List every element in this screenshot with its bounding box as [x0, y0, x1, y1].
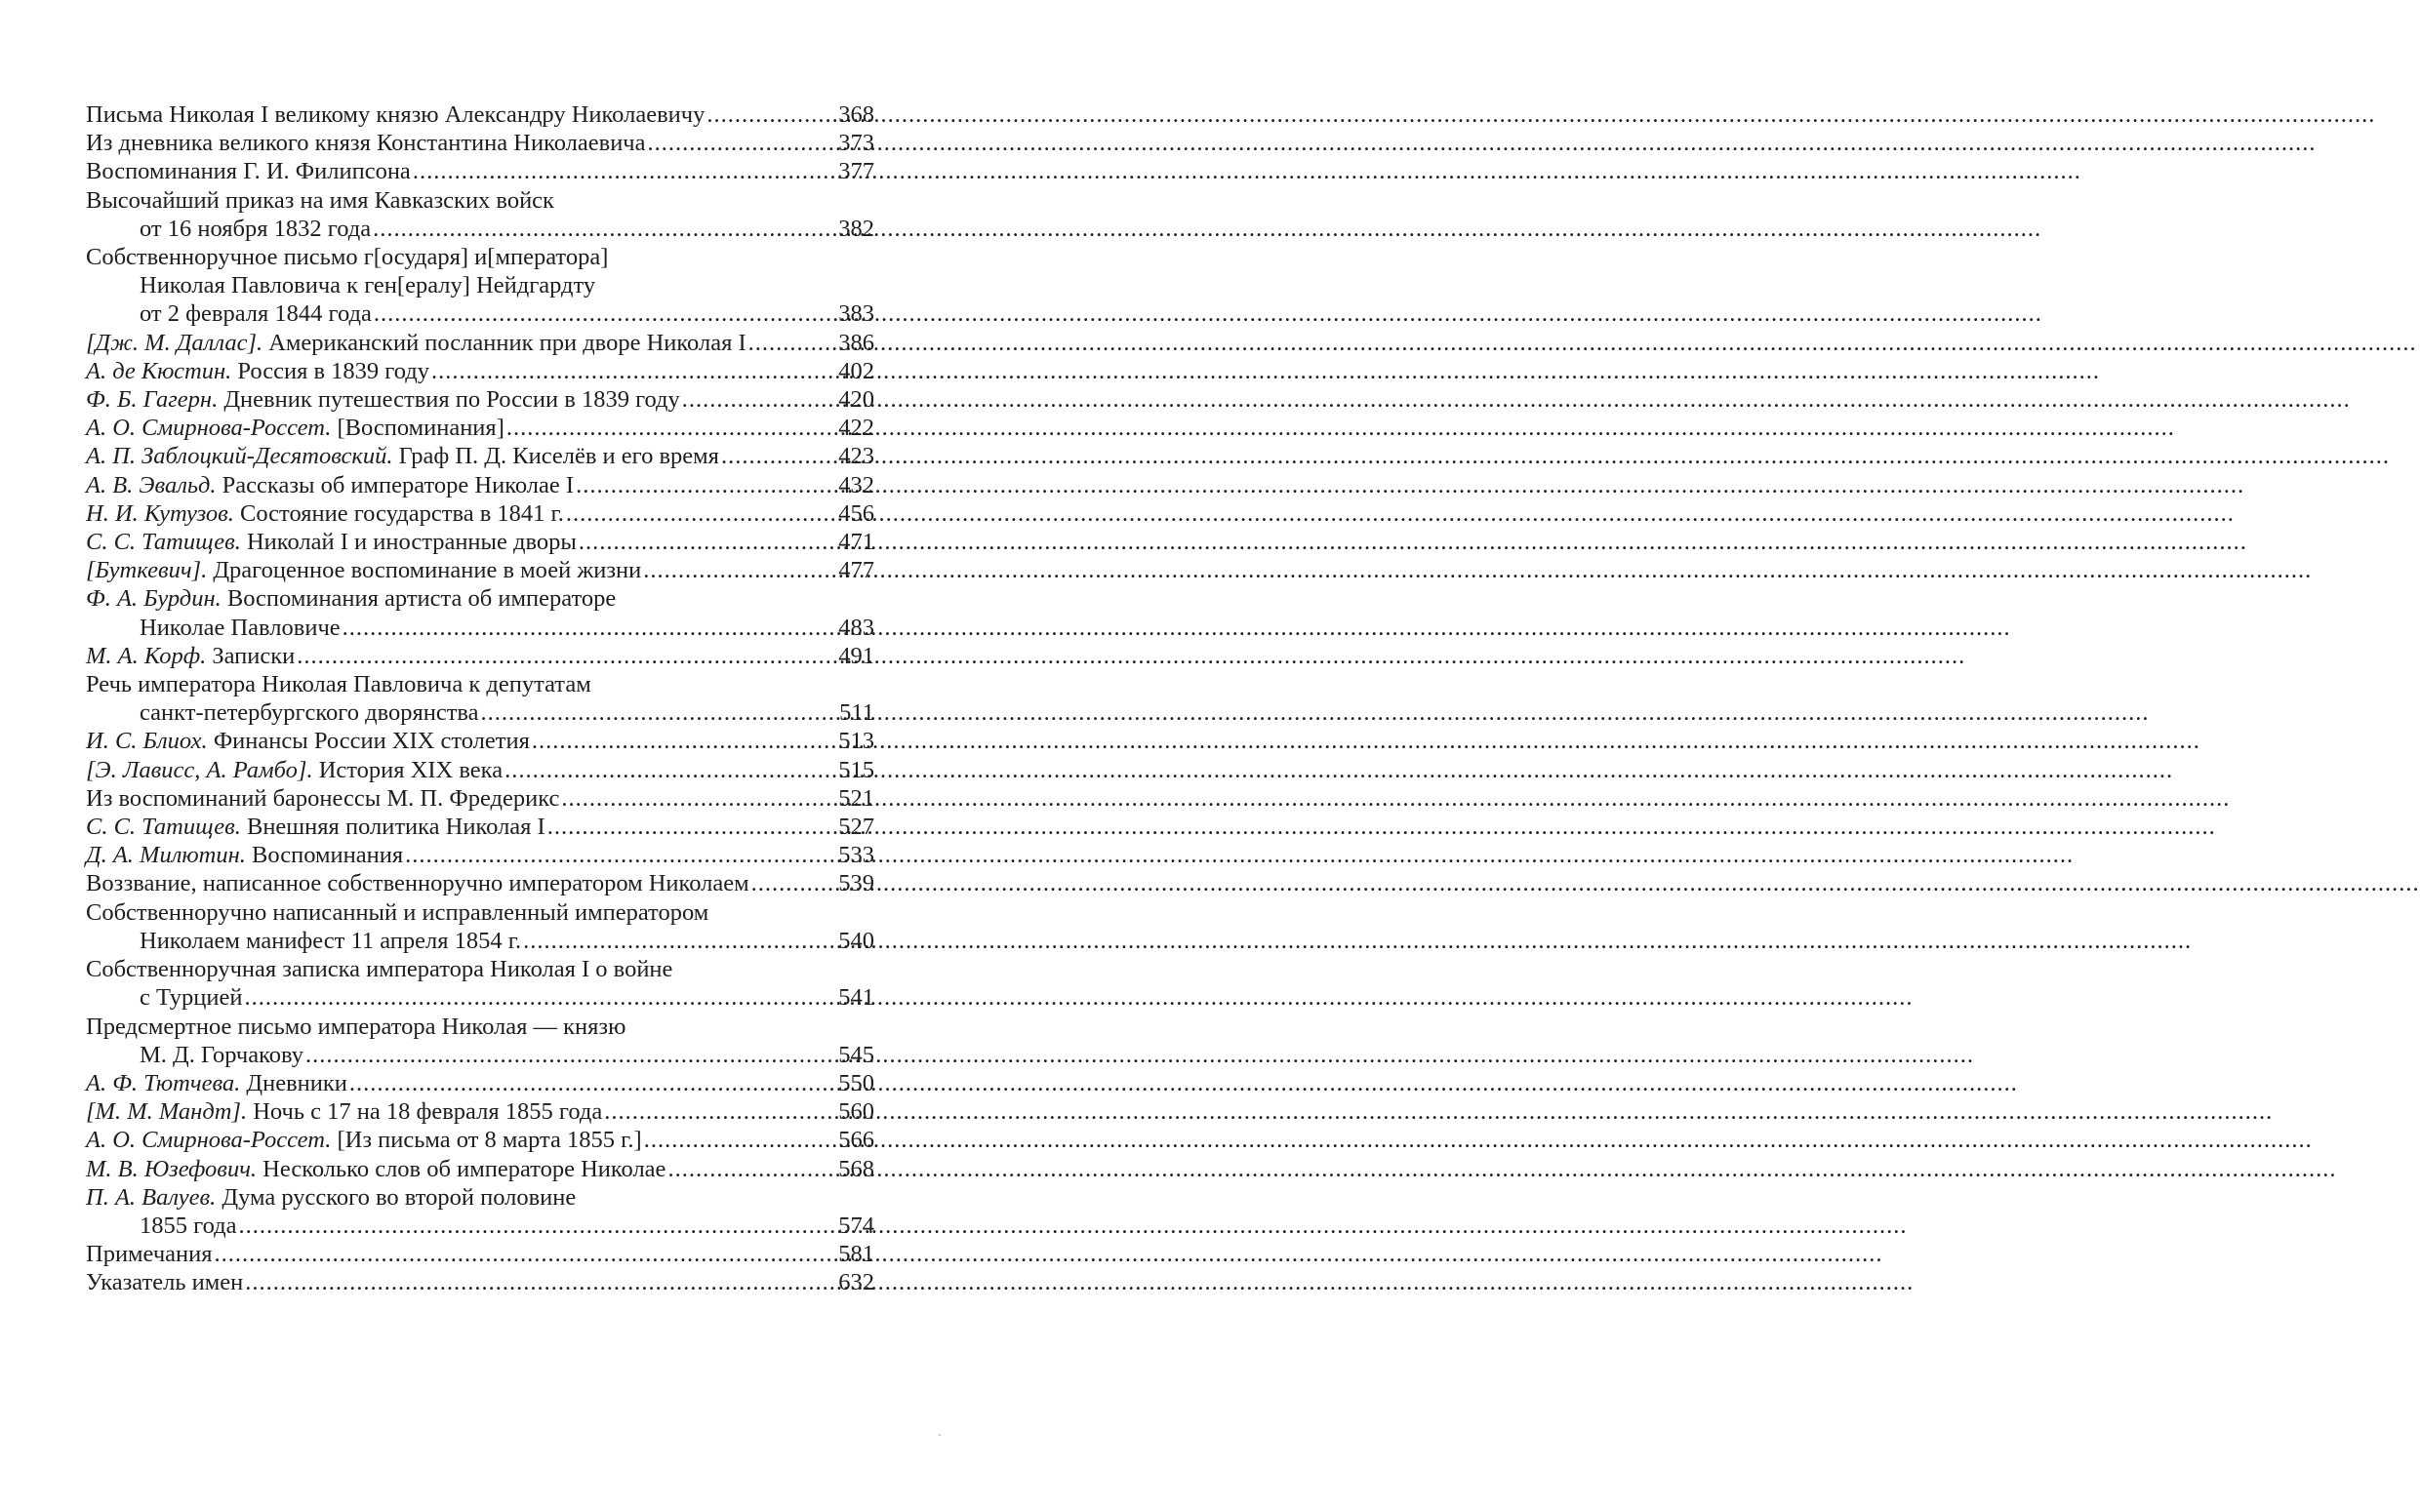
toc-entry-text: Собственноручно написанный и исправленный императором — [86, 898, 709, 926]
toc-entry-line-with-page — [86, 528, 874, 556]
toc-page-number: 550 — [838, 1069, 874, 1096]
toc-entry-text: Николая Павловича к ген[ералу] Нейдгардту — [140, 272, 596, 299]
toc-entry-line-with-page — [86, 784, 874, 813]
toc-entry-text: Состояние государства в 1841 г. — [233, 499, 564, 527]
toc-page-number: 566 — [838, 1127, 874, 1154]
toc-entry-line-with-page — [86, 727, 874, 755]
toc-page-number: 420 — [838, 386, 874, 414]
toc-entry-text: Письма Николая I великому князю Александру Николаевичу — [86, 101, 706, 128]
toc-entry-text: История XIX века — [312, 756, 504, 783]
dot-leader — [506, 414, 835, 442]
dot-leader — [751, 869, 835, 897]
toc-page-number: 568 — [838, 1155, 874, 1182]
toc-entry — [86, 584, 874, 641]
toc-page-number: 477 — [838, 557, 874, 584]
toc-entry-author: [Э. Лависс, А. Рамбо]. — [86, 756, 313, 783]
dot-leader — [523, 927, 835, 955]
toc-entry-title — [86, 1069, 347, 1097]
toc-entry — [86, 1268, 874, 1296]
toc-entry-title — [86, 414, 504, 442]
toc-entry-author: А. П. Заблоцкий-Десятовский. — [86, 443, 393, 470]
toc-entry-author: [Буткевич]. — [86, 557, 208, 584]
toc-entry — [86, 1126, 874, 1154]
dot-leader — [706, 100, 835, 129]
toc-entry — [86, 471, 874, 499]
toc-entry-line-with-page — [86, 1126, 874, 1154]
dot-leader — [373, 215, 835, 243]
toc-page-number: 377 — [838, 158, 874, 185]
toc-entry-line — [86, 1183, 874, 1212]
toc-entry-title — [86, 727, 530, 755]
toc-page-number: 422 — [838, 415, 874, 442]
toc-entry-line-with-page — [86, 756, 874, 784]
dot-leader — [238, 1212, 835, 1240]
toc-entry-line-with-page — [86, 129, 874, 157]
toc-entry — [86, 869, 874, 897]
toc-entry-title — [140, 927, 521, 955]
toc-entry-author: М. А. Корф. — [86, 642, 207, 669]
toc-entry — [86, 841, 874, 869]
toc-entry-author: А. Ф. Тютчева. — [86, 1069, 241, 1096]
toc-entry-text: Из воспоминаний баронессы М. П. Фредерикс — [86, 784, 560, 812]
toc-entry-text: Указатель имен — [86, 1269, 244, 1296]
toc-entry-text: Николай I и иностранные дворы — [240, 529, 577, 556]
toc-entry-title — [86, 329, 746, 357]
toc-entry-title — [86, 1184, 576, 1211]
toc-page-number: 574 — [838, 1212, 874, 1239]
toc-page-number: 540 — [838, 927, 874, 954]
toc-entry-author: П. А. Валуев. — [86, 1183, 217, 1211]
toc-entry — [86, 1097, 874, 1126]
toc-entry-text: Дневник путешествия по России в 1839 году — [218, 386, 680, 414]
toc-entry-line — [86, 186, 874, 215]
toc-entry-title — [86, 1155, 666, 1183]
toc-entry-title — [86, 813, 545, 841]
toc-entry-title — [86, 528, 577, 556]
toc-entry-text: Высочайший приказ на имя Кавказских войск — [86, 186, 554, 214]
toc-entry-author: Н. И. Кутузов. — [86, 499, 234, 527]
dot-leader — [244, 983, 835, 1012]
toc-entry — [86, 1069, 874, 1097]
toc-page-number: 402 — [838, 357, 874, 384]
toc-entry-title — [86, 585, 616, 612]
toc-entry — [86, 243, 874, 329]
toc-entry-line-with-page — [86, 1041, 874, 1069]
dot-leader — [566, 499, 835, 528]
dot-leader — [297, 642, 835, 670]
toc-entry-text: Николаем манифест 11 апреля 1854 г. — [140, 927, 522, 954]
toc-entry-title — [86, 244, 608, 270]
toc-entry-text: Из дневника великого князя Константина Николаевича — [86, 130, 646, 157]
toc-entry-text: Собственноручное письмо г[осударя] и[мператора] — [86, 244, 609, 271]
toc-entry-author: А. де Кюстин. — [86, 357, 232, 384]
toc-entry-text: [Воспоминания] — [331, 415, 504, 442]
dot-leader — [644, 1126, 835, 1154]
toc-entry-title — [86, 1014, 625, 1040]
toc-entry-title — [86, 1240, 213, 1268]
toc-entry-title — [140, 1041, 303, 1069]
toc-entry-text: Драгоценное воспоминание в моей жизни — [207, 557, 642, 584]
dot-leader — [349, 1069, 835, 1097]
toc-entry-author: А. О. Смирнова-Россет. — [86, 415, 332, 442]
toc-entry — [86, 157, 874, 185]
toc-entry-title — [86, 642, 295, 670]
toc-entry-line — [86, 955, 874, 983]
dot-leader — [748, 329, 835, 357]
toc-entry-title — [86, 442, 719, 470]
toc-entry — [86, 528, 874, 556]
toc-entry-line-with-page — [86, 499, 874, 528]
dot-leader — [547, 813, 835, 841]
toc-entry-line-with-page — [86, 1097, 874, 1126]
toc-entry-title — [86, 956, 672, 982]
toc-entry-text: с Турцией — [140, 984, 243, 1012]
toc-entry-author: Д. А. Милютин. — [86, 842, 246, 869]
toc-entry-line — [86, 271, 874, 299]
toc-entry-line-with-page — [86, 414, 874, 442]
toc-entry-title — [86, 671, 591, 697]
toc-page-number: 527 — [838, 814, 874, 841]
toc-entry-title — [86, 784, 559, 813]
toc-page-number: 432 — [838, 471, 874, 498]
toc-entry — [86, 955, 874, 1012]
toc-entry — [86, 100, 874, 129]
toc-entry-title — [86, 1097, 602, 1126]
toc-entry-title — [86, 899, 708, 926]
toc-entry — [86, 784, 874, 813]
toc-entry-line-with-page — [86, 614, 874, 642]
toc-entry-text: Граф П. Д. Киселёв и его время — [392, 443, 719, 470]
dot-leader — [604, 1097, 835, 1126]
toc-entry-line-with-page — [86, 869, 874, 897]
toc-entry-line-with-page — [86, 471, 874, 499]
toc-page-number: 368 — [838, 101, 874, 128]
toc-entry-line-with-page — [86, 385, 874, 414]
toc-entry-title — [86, 357, 429, 385]
dot-leader — [405, 841, 835, 869]
toc-entry-title — [140, 272, 595, 298]
dot-leader — [343, 614, 835, 642]
toc-page-number: 545 — [838, 1041, 874, 1068]
dot-leader — [682, 385, 835, 414]
toc-entry-title — [86, 1126, 642, 1154]
scan-speck — [939, 1434, 941, 1436]
toc-page-number: 511 — [839, 699, 874, 727]
toc-entry-text: [Из письма от 8 марта 1855 г.] — [331, 1127, 642, 1154]
toc-page-number: 581 — [838, 1241, 874, 1268]
toc-entry-line — [86, 670, 874, 698]
toc-entry-text: 1855 года — [140, 1212, 237, 1239]
toc-entry-title — [86, 129, 646, 157]
toc-entry-title — [86, 1268, 243, 1296]
toc-entry-text: М. Д. Горчакову — [140, 1041, 303, 1068]
dot-leader — [576, 471, 835, 499]
toc-page-number: 533 — [838, 842, 874, 869]
toc-entry — [86, 556, 874, 584]
toc-entry-title — [86, 756, 503, 784]
toc-entry-author: А. В. Эвальд. — [86, 471, 217, 498]
toc-entry — [86, 129, 874, 157]
toc-entry-author: И. С. Блиох. — [86, 728, 208, 755]
dot-leader — [643, 556, 835, 584]
toc-page-number: 541 — [838, 984, 874, 1012]
toc-entry — [86, 813, 874, 841]
toc-entry-text: Россия в 1839 году — [231, 357, 430, 384]
toc-entry-author: М. В. Юзефович. — [86, 1155, 258, 1182]
toc-entry-author: С. С. Татищев. — [86, 814, 241, 841]
toc-entry-text: Внешняя политика Николая I — [240, 814, 545, 841]
toc-entry-line-with-page — [86, 841, 874, 869]
toc-entry-line-with-page — [86, 1069, 874, 1097]
toc-entry — [86, 357, 874, 385]
toc-entry-title — [140, 983, 242, 1012]
dot-leader — [413, 157, 835, 185]
toc-entry-title — [86, 385, 680, 414]
toc-entry-line — [86, 1013, 874, 1041]
toc-entry — [86, 727, 874, 755]
toc-entry-author: А. О. Смирнова-Россет. — [86, 1127, 332, 1154]
toc-entry-line-with-page — [86, 329, 874, 357]
toc-entry-text: Дневники — [240, 1069, 347, 1096]
toc-page-number: 513 — [838, 728, 874, 755]
toc-entry — [86, 1155, 874, 1183]
toc-entry-text: санкт-петербургского дворянства — [140, 699, 479, 727]
toc-entry — [86, 385, 874, 414]
toc-entry-line — [86, 243, 874, 271]
dot-leader — [481, 698, 835, 727]
toc-entry-text: Примечания — [86, 1241, 213, 1268]
toc-entry-text: от 16 ноября 1832 года — [140, 215, 372, 242]
toc-entry-line-with-page — [86, 100, 874, 129]
toc-entry-title — [140, 698, 479, 727]
toc-entry — [86, 1240, 874, 1268]
toc-entry-line-with-page — [86, 983, 874, 1012]
toc-entry-text: Ночь с 17 на 18 февраля 1855 года — [247, 1098, 603, 1126]
toc-entry-text: Американский посланник при дворе Николая I — [262, 329, 746, 356]
toc-entry-text: Собственноручная записка императора Николая I о войне — [86, 956, 673, 983]
table-of-contents — [86, 100, 874, 1297]
toc-entry — [86, 329, 874, 357]
dot-leader — [374, 299, 835, 328]
toc-entry-author: [Дж. М. Даллас]. — [86, 329, 263, 356]
toc-entry-title — [140, 215, 371, 243]
dot-leader — [305, 1041, 835, 1069]
toc-entry-title — [86, 157, 411, 185]
toc-entry-text: Воспоминания Г. И. Филипсона — [86, 158, 411, 185]
toc-entry-text: Записки — [206, 642, 296, 669]
toc-page-number: 515 — [838, 756, 874, 783]
toc-entry-text: Воспоминания артиста об императоре — [221, 585, 617, 613]
toc-entry — [86, 499, 874, 528]
toc-entry-line-with-page — [86, 442, 874, 470]
toc-entry-title — [86, 841, 403, 869]
dot-leader — [648, 129, 835, 157]
toc-page-number: 373 — [838, 130, 874, 157]
toc-entry-line-with-page — [86, 556, 874, 584]
dot-leader — [561, 784, 835, 813]
dot-leader — [215, 1240, 835, 1268]
dot-leader — [532, 727, 835, 755]
toc-page-number: 539 — [838, 870, 874, 897]
toc-entry-title — [140, 1212, 236, 1240]
toc-entry-title — [86, 869, 749, 897]
toc-entry-title — [86, 556, 641, 584]
dot-leader — [667, 1155, 835, 1183]
dot-leader — [245, 1268, 835, 1296]
toc-entry-line-with-page — [86, 642, 874, 670]
toc-entry-text: Николае Павловиче — [140, 614, 341, 641]
dot-leader — [579, 528, 835, 556]
toc-entry-title — [140, 614, 341, 642]
toc-entry — [86, 186, 874, 243]
dot-leader — [504, 756, 835, 784]
toc-entry-line-with-page — [86, 157, 874, 185]
toc-entry-line-with-page — [86, 299, 874, 328]
toc-entry-line-with-page — [86, 1212, 874, 1240]
toc-entry-title — [86, 471, 574, 499]
toc-entry-text: Воспоминания — [245, 842, 404, 869]
toc-entry-line-with-page — [86, 1155, 874, 1183]
toc-entry-author: С. С. Татищев. — [86, 529, 241, 556]
toc-entry — [86, 670, 874, 727]
toc-page-number: 632 — [838, 1269, 874, 1296]
toc-entry — [86, 642, 874, 670]
toc-entry — [86, 414, 874, 442]
toc-entry-text: Несколько слов об императоре Николае — [257, 1155, 666, 1182]
dot-leader — [721, 442, 835, 470]
toc-entry-title — [86, 100, 705, 129]
toc-entry — [86, 756, 874, 784]
toc-page-number: 383 — [838, 300, 874, 328]
toc-page-number: 560 — [838, 1098, 874, 1126]
toc-entry-text: Воззвание, написанное собственноручно императором Николаем — [86, 870, 749, 897]
toc-entry-line-with-page — [86, 698, 874, 727]
toc-entry-title — [86, 499, 564, 528]
dot-leader — [431, 357, 835, 385]
toc-entry-text: Речь императора Николая Павловича к депутатам — [86, 671, 591, 698]
toc-entry-line-with-page — [86, 1240, 874, 1268]
toc-page-number: 423 — [838, 443, 874, 470]
toc-entry — [86, 1183, 874, 1240]
toc-page-number: 483 — [838, 614, 874, 641]
toc-entry — [86, 442, 874, 470]
toc-entry-author: Ф. Б. Гагерн. — [86, 386, 219, 414]
toc-entry-text: Рассказы об императоре Николае I — [216, 471, 575, 498]
toc-entry-line-with-page — [86, 215, 874, 243]
toc-entry-text: Финансы России XIX столетия — [207, 728, 530, 755]
toc-entry-line-with-page — [86, 927, 874, 955]
toc-entry-line — [86, 584, 874, 613]
toc-entry-author: Ф. А. Бурдин. — [86, 585, 222, 613]
toc-entry-line-with-page — [86, 1268, 874, 1296]
toc-entry-text: Дума русского во второй половине — [216, 1183, 577, 1211]
toc-entry — [86, 1013, 874, 1069]
toc-entry-author: [М. М. Мандт]. — [86, 1098, 248, 1126]
toc-entry-text: Предсмертное письмо императора Николая — князю — [86, 1013, 626, 1040]
toc-entry — [86, 898, 874, 955]
toc-page-number: 386 — [838, 329, 874, 356]
toc-entry-text: от 2 февраля 1844 года — [140, 300, 372, 328]
toc-page-number: 491 — [838, 642, 874, 669]
toc-entry-title — [86, 187, 554, 214]
toc-page-number: 471 — [838, 529, 874, 556]
toc-page-number: 456 — [838, 499, 874, 527]
toc-page-number: 521 — [838, 784, 874, 812]
toc-entry-line-with-page — [86, 357, 874, 385]
toc-page-number: 382 — [838, 215, 874, 242]
toc-entry-line-with-page — [86, 813, 874, 841]
toc-entry-title — [140, 299, 372, 328]
toc-entry-line — [86, 898, 874, 927]
